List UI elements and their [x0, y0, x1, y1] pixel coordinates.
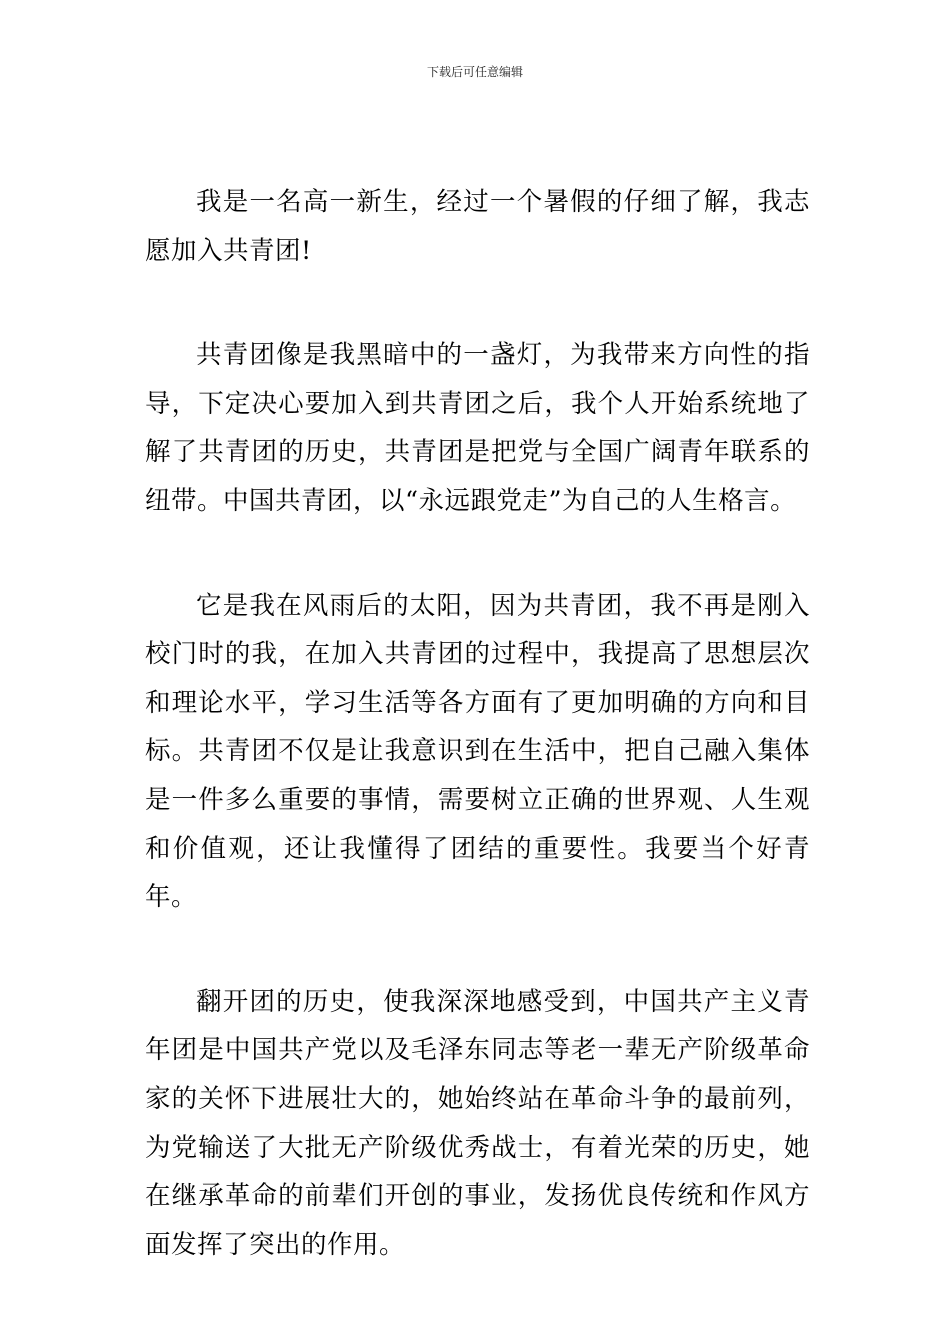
- paragraph-1: 我是一名高一新生，经过一个暑假的仔细了解，我志愿加入共青团!: [145, 187, 810, 266]
- paragraph-3: 它是我在风雨后的太阳，因为共青团，我不再是刚入校门时的我，在加入共青团的过程中，我提高了思想层次和理论水平，学习生活等各方面有了更加明确的方向和目标。共青团不仅是让我意识到在生活中，把自己融入集体是一件多么重要的事情，需要树立正确的世界观、人生观和价值观，还让我懂得了团结的重要性。我要当个好青年。: [145, 590, 810, 913]
- paragraph-4: 翻开团的历史，使我深深地感受到，中国共产主义青年团是中国共产党以及毛泽东同志等老一辈无产阶级革命家的关怀下进展壮大的，她始终站在革命斗争的最前列，为党输送了大批无产阶级优秀战士，有着光荣的历史，她在继承革命的前辈们开创的事业，发扬优良传统和作风方面发挥了突出的作用。: [145, 986, 810, 1260]
- page-header: 下载后可任意编辑: [426, 65, 523, 79]
- paragraph-2: 共青团像是我黑暗中的一盏灯，为我带来方向性的指导，下定决心要加入到共青团之后，我个人开始系统地了解了共青团的历史，共青团是把党与全国广阔青年联系的纽带。中国共青团，以“永远跟党走”为自己的人生格言。: [145, 340, 810, 516]
- document-body: [145, 178, 810, 1269]
